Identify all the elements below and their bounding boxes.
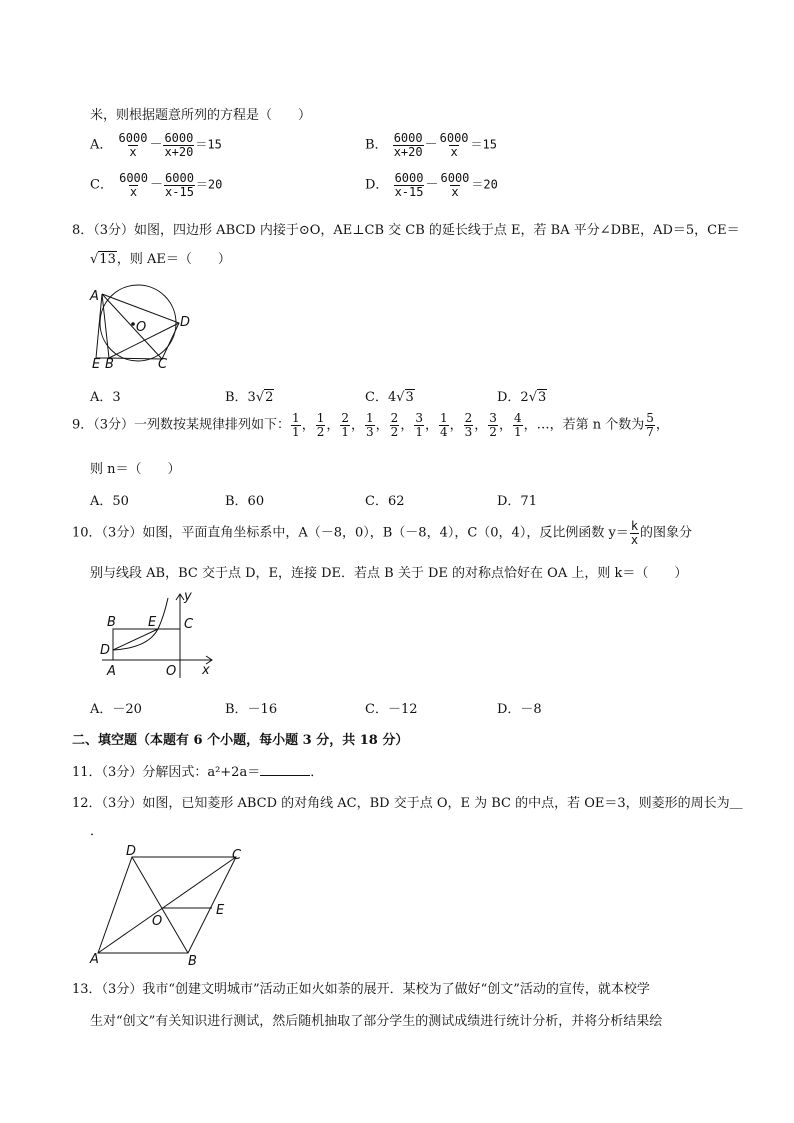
label-O: O [136,320,147,335]
q8-option-b[interactable]: B．3√2 [225,390,274,405]
fraction: $\frac{6000}{x}$ [119,171,148,199]
fraction: $\frac{6000}{x}$ [118,131,148,159]
separator: ， [301,417,315,433]
answer-blank[interactable] [260,763,310,776]
q8-stem-line1: 8．（3分）如图，四边形 ABCD 内接于⊙O，AE⊥CB 交 CB 的延长线于点 E，若 BA 平分∠DBE，AD＝5，CE＝ [72,223,740,238]
q13-stem-line2: 生对“创文”有关知识进行测试，然后随机抽取了部分学生的测试成绩进行统计分析，并将分析结果绘 [90,1014,663,1029]
sequence-fraction: $\frac{1}{1}$ [292,411,300,439]
separator: ， [498,417,512,433]
sequence-fraction: $\frac{1}{2}$ [316,411,325,439]
sequence-fraction: $\frac{1}{3}$ [366,411,374,439]
rectangle-ABCO [113,629,180,660]
q10-stem-line2: 别与线段 AB，BC 交于点 D，E，连接 DE．若点 B 关于 DE 的对称点恰好在 OA 上，则 k＝（ ） [90,566,688,581]
sqrt-13: √13 [90,252,116,267]
fraction: $\frac{6000}{x+20}$ [393,131,423,159]
sequence-fraction: $\frac{4}{1}$ [513,411,522,439]
q13-stem-line1: 13．（3分）我市“创建文明城市”活动正如火如荼的展开．某校为了做好“创文”活动的宣传，就本校学 [72,982,650,997]
label-B: B [107,615,116,630]
q9-option-b[interactable]: B．60 [225,494,265,509]
q12-stem-line1: 12．（3分）如图，已知菱形 ABCD 的对角线 AC，BD 交于点 O，E 为 BC 的中点，若 OE＝3，则菱形的周长为＿ [72,796,743,811]
hyperbola-curve [113,598,168,650]
label-y: y [184,590,192,604]
label-A: A [90,952,99,967]
sequence-fraction: $\frac{3}{2}$ [489,411,497,439]
q9-stem-line1: 9．（3分）一列数按某规律排列如下： $\frac{1}{1}$ ， $\frac{1}{2}$ ， $\frac{2}{1}$ ， $\frac{1}{3}$ ， $\frac{2}{2}$ ， $\frac{3}{1}$ ， $\frac{1}{4}$ ， $\frac{2}{3}$ ， $\frac{3}{2}$ ， $\frac{4}{1}$ ，…，若第 n 个数为 $\frac{5}{7}$ ， [72,411,669,439]
label-O: O [152,914,163,929]
separator: ， [375,417,389,433]
fraction-target: $\frac{5}{7}$ [646,411,654,439]
sequence-fraction: $\frac{3}{1}$ [415,411,423,439]
q10-option-c[interactable]: C．－12 [365,702,418,717]
q9-sequence [290,411,537,439]
separator: ， [523,417,537,433]
separator: ， [326,417,340,433]
q10-option-d[interactable]: D．－8 [497,702,542,717]
separator: ， [449,417,463,433]
q9-option-a[interactable]: A．50 [90,494,129,509]
q9-stem-line2: 则 n＝（ ） [90,462,181,477]
sequence-fraction: $\frac{1}{4}$ [439,411,448,439]
q8-stem-line2: √13，则 AE＝（ ） [90,252,231,267]
fraction-k-x: $\frac{k}{x}$ [630,519,639,547]
q12-stem-line2: ． [90,824,104,839]
label-A: A [90,289,99,304]
label-B: B [105,357,114,370]
q11-stem: 11．（3分）分解因式：a²+2a＝ ． [72,765,324,780]
q7-option-a[interactable]: A． $\frac{6000}{x}$ － $\frac{6000}{x+20}$ ＝15 [90,131,222,159]
label-B: B [188,954,197,967]
sequence-fraction: $\frac{2}{2}$ [390,411,399,439]
center-dot [131,322,135,326]
sequence-fraction: $\frac{2}{3}$ [464,411,473,439]
label-C: C [232,848,242,863]
label-E: E [92,357,101,370]
q9-option-c[interactable]: C．62 [365,494,405,509]
section-heading-fill-in: 二、填空题（本题有 6 个小题，每小题 3 分，共 18 分） [72,733,409,748]
separator: ， [424,417,438,433]
q8-option-d[interactable]: D．2√3 [497,390,547,405]
sequence-fraction: $\frac{2}{1}$ [341,411,349,439]
q7-option-d[interactable]: D． $\frac{6000}{x-15}$ － $\frac{6000}{x}$ ＝20 [365,171,498,199]
q12-figure-rhombus [88,845,256,967]
fraction: $\frac{6000}{x-15}$ [394,171,424,199]
q10-stem-line1: 10．（3分）如图，平面直角坐标系中，A（－8，0），B（－8，4），C（0，4），反比例函数 y＝ $\frac{k}{x}$ 的图象分 [72,519,693,547]
label-E: E [148,615,157,630]
label-D: D [100,643,111,658]
q10-figure-coords [96,590,218,682]
fraction: $\frac{6000}{x-15}$ [165,171,194,199]
q10-option-b[interactable]: B．－16 [225,702,278,717]
fraction: $\frac{6000}{x}$ [440,171,470,199]
label-E: E [216,903,225,918]
label-A: A [107,664,116,679]
label-D: D [180,315,191,330]
fraction: $\frac{6000}{x}$ [439,131,469,159]
q7-option-c[interactable]: C． $\frac{6000}{x}$ － $\frac{6000}{x-15}$ ＝20 [90,171,223,199]
fraction: $\frac{6000}{x+20}$ [164,131,194,159]
q8-option-c[interactable]: C．4√3 [365,390,414,405]
label-C: C [184,617,194,632]
label-C: C [158,357,168,370]
separator: ， [351,417,365,433]
separator: ， [474,417,488,433]
label-x: x [202,663,210,678]
q7-stem-tail: 米，则根据题意所列的方程是（ ） [90,108,312,123]
q8-figure-circle [88,282,198,370]
separator: ， [400,417,414,433]
label-D: D [126,845,137,859]
label-O: O [166,664,177,679]
q7-option-b[interactable]: B． $\frac{6000}{x+20}$ － $\frac{6000}{x}$ ＝15 [365,131,497,159]
q9-option-d[interactable]: D．71 [497,494,537,509]
q10-option-a[interactable]: A．－20 [90,702,142,717]
q8-option-a[interactable]: A．3 [90,390,121,405]
